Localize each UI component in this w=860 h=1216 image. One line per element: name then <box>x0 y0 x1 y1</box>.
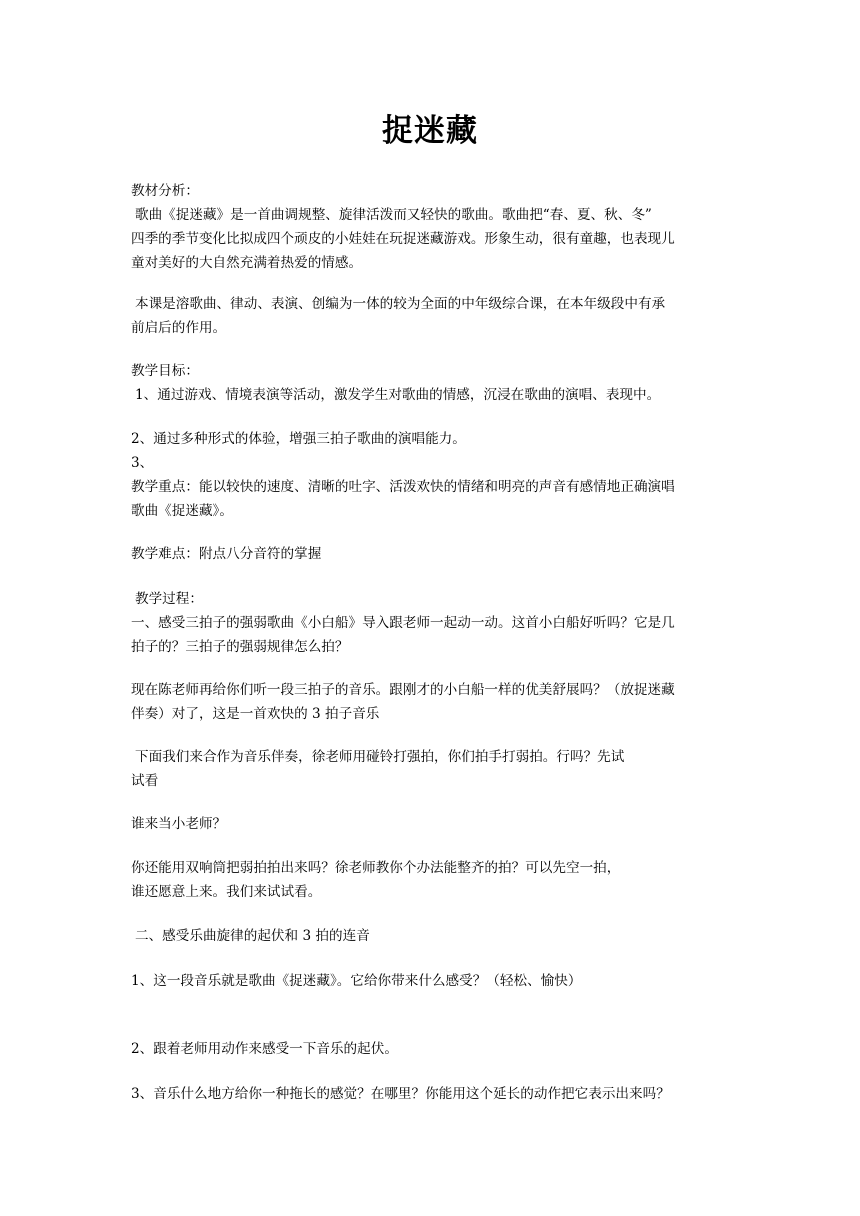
text-line: 童对美好的大自然充满着热爱的情感。 <box>131 255 363 271</box>
text-line: 2、跟着老师用动作来感受一下音乐的起伏。 <box>131 1041 398 1057</box>
text-line: 你还能用双响筒把弱拍拍出来吗？徐老师教你个办法能整齐的拍？可以先空一拍， <box>131 860 621 876</box>
text-line: 伴奏）对了，这是一首欢快的 3 拍子音乐 <box>131 706 380 722</box>
text-line: 1、通过游戏、情境表演等活动，激发学生对歌曲的情感，沉浸在歌曲的演唱、表现中。 <box>135 387 661 403</box>
document-title: 捉迷藏 <box>382 113 478 149</box>
text-line: 一、感受三拍子的强弱歌曲《小白船》导入跟老师一起动一动。这首小白船好听吗？它是几 <box>131 615 675 631</box>
text-line: 教学目标： <box>131 363 199 379</box>
text-line: 四季的季节变化比拟成四个顽皮的小娃娃在玩捉迷藏游戏。形象生动，很有童趣，也表现儿 <box>131 231 675 247</box>
text-line: 下面我们来合作为音乐伴奏，徐老师用碰铃打强拍，你们拍手打弱拍。行吗？先试 <box>135 749 625 765</box>
text-line: 现在陈老师再给你们听一段三拍子的音乐。跟刚才的小白船一样的优美舒展吗？（放捉迷藏 <box>131 682 675 698</box>
text-line: 谁还愿意上来。我们来试试看。 <box>131 884 322 900</box>
text-line: 2、通过多种形式的体验，增强三拍子歌曲的演唱能力。 <box>131 431 466 447</box>
text-line: 谁来当小老师？ <box>131 816 227 832</box>
text-line: 教学过程： <box>135 591 203 607</box>
text-line: 1、这一段音乐就是歌曲《捉迷藏》。它给你带来什么感受？（轻松、愉快） <box>131 973 582 989</box>
text-line: 歌曲《捉迷藏》是一首曲调规整、旋律活泼而又轻快的歌曲。歌曲把“春、夏、秋、冬” <box>135 207 652 223</box>
text-line: 本课是溶歌曲、律动、表演、创编为一体的较为全面的中年级综合课，在本年级段中有承 <box>135 296 666 312</box>
text-line: 拍子的？三拍子的强弱规律怎么拍？ <box>131 639 349 655</box>
text-line: 3、音乐什么地方给你一种拖长的感觉？在哪里？你能用这个延长的动作把它表示出来吗？ <box>131 1086 670 1102</box>
text-line: 前启后的作用。 <box>131 320 227 336</box>
text-line: 教材分析： <box>131 183 199 199</box>
text-line: 3、 <box>131 455 154 471</box>
text-line: 教学难点：附点八分音符的掌握 <box>131 546 322 562</box>
text-line: 试看 <box>131 773 159 789</box>
text-line: 歌曲《捉迷藏》。 <box>131 503 233 519</box>
text-line: 二、感受乐曲旋律的起伏和 3 拍的连音 <box>135 928 370 944</box>
text-line: 教学重点：能以较快的速度、清晰的吐字、活泼欢快的情绪和明亮的声音有感情地正确演唱 <box>131 479 675 495</box>
